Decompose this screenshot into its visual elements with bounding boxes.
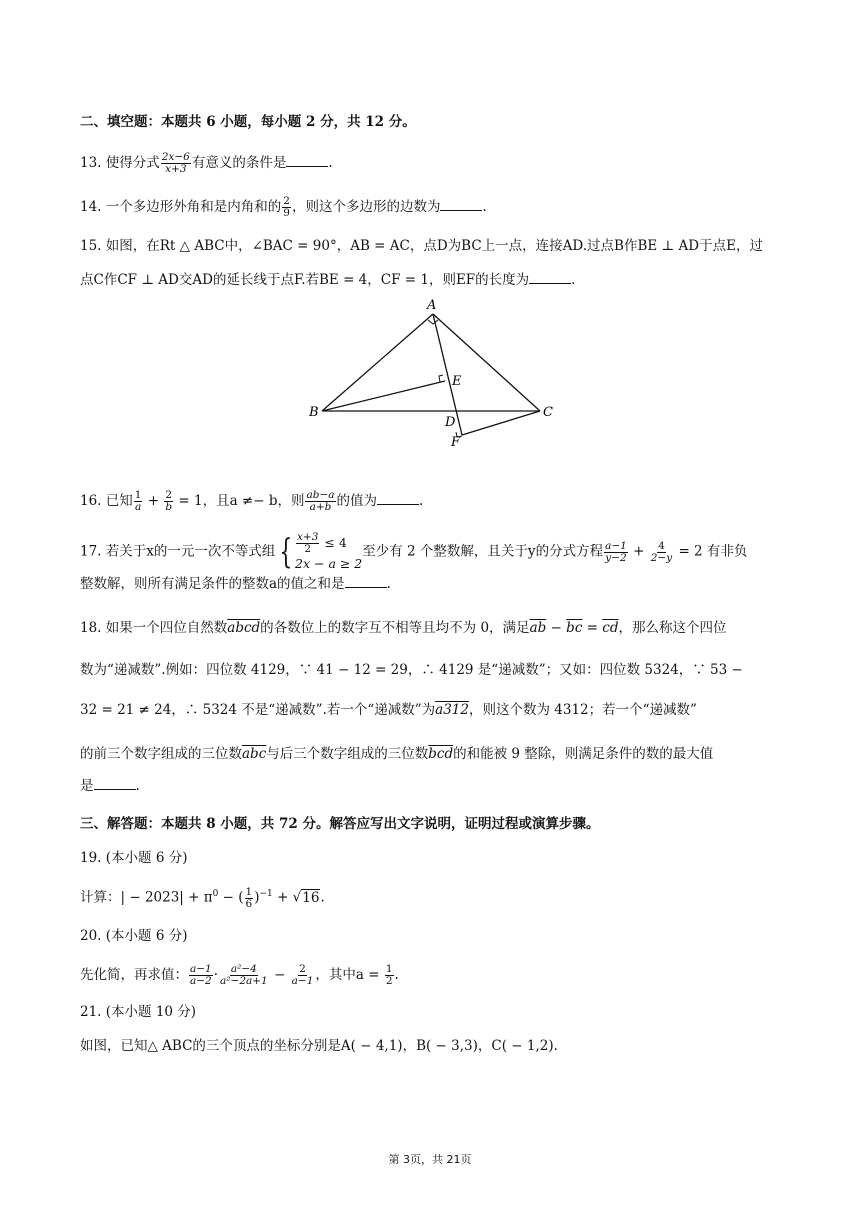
q16-frac-1 xyxy=(134,490,143,513)
q17-mid: 至少有 2 个整数解，且关于y的分式方程 xyxy=(362,543,604,560)
question-20-head: 20. (本小题 6 分) xyxy=(80,928,188,944)
q16-f1-den: a xyxy=(134,501,142,513)
question-15-line-2 xyxy=(80,270,575,290)
q17-plus: + xyxy=(628,543,649,560)
q18-l4c: 的和能被 9 整除，则满足条件的数的最大值 xyxy=(453,746,714,762)
q18-abcd: abcd xyxy=(227,620,261,636)
q17-prefix: 17. 若关于x的一元一次不等式组 xyxy=(80,543,276,560)
q18-l1b: 的各数位上的数字互不相等且均不为 0，满足 xyxy=(260,620,530,636)
q17-row-1 xyxy=(295,532,362,555)
q16-mid: = 1，且a ≠− b，则 xyxy=(174,493,305,509)
q17-f1-num: a−1 xyxy=(605,539,627,552)
q18-ab: $\overline{ab}$ xyxy=(529,620,547,636)
q17-eq: = 2 有非负 xyxy=(674,543,748,560)
q20-b: ，其中a = xyxy=(315,967,384,983)
q18-abc: $\overline{abc}$ xyxy=(242,746,267,762)
q18-l1a: 18. 如果一个四位自然数 xyxy=(80,620,228,636)
question-16 xyxy=(80,490,423,513)
answer-blank xyxy=(377,492,419,505)
answer-blank xyxy=(345,575,387,588)
segment-CF xyxy=(462,411,540,435)
label-D: D xyxy=(445,415,456,430)
segment-AB xyxy=(322,314,433,411)
q17-end: . xyxy=(386,576,391,592)
q18-l3a: 32 = 21 ≠ 24，∴ 5324 不是“递减数”.若一个“递减数”为 xyxy=(80,702,436,718)
q14-fraction xyxy=(282,196,291,219)
q17-row1-rest: ≤ 4 xyxy=(320,535,347,550)
question-18-line-1 xyxy=(80,618,726,638)
q18-l4a: 的前三个数字组成的三位数 xyxy=(80,746,242,762)
question-21-head: 21. (本小题 10 分) xyxy=(80,1004,197,1020)
segment-AC xyxy=(433,314,540,411)
q19-sup-neg1: −1 xyxy=(259,889,273,899)
section-3-title: 三、解答题：本题共 8 小题，共 72 分。解答应写出文字说明，证明过程或演算步骤。 xyxy=(80,816,600,832)
q20-f2-den: a²−2a+1 xyxy=(220,975,268,987)
q20-f3-den: a−1 xyxy=(291,975,314,987)
q19-sqrt-16: 16 xyxy=(302,889,320,906)
answer-blank xyxy=(529,271,571,284)
answer-blank xyxy=(94,777,136,790)
q17-f1-den: y−2 xyxy=(605,551,627,564)
q14-suffix: ，则这个多边形的边数为 xyxy=(291,199,441,215)
section-2-title: 二、填空题：本题共 6 小题，每小题 2 分，共 12 分。 xyxy=(80,114,416,130)
q18-end: . xyxy=(135,778,140,794)
q14-prefix: 14. 一个多边形外角和是内角和的 xyxy=(80,199,282,215)
q20-a: 先化简，再求值： xyxy=(80,967,188,983)
question-18-line-4 xyxy=(80,744,713,764)
q18-eq: = xyxy=(582,620,603,636)
q16-plus: + xyxy=(143,493,164,509)
question-18-line-5 xyxy=(80,776,140,796)
q19-c: ) xyxy=(254,889,260,906)
question-19-head: 19. (本小题 6 分) xyxy=(80,850,188,866)
q20-f4-num: 1 xyxy=(385,963,393,975)
label-E: E xyxy=(452,374,462,389)
q17-frac-1 xyxy=(604,541,628,564)
q19-frac-den: 6 xyxy=(245,897,253,910)
q16-frac-2 xyxy=(164,490,173,513)
question-15-line-1: 15. 如图，在Rt △ ABC中，∠BAC = 90°，AB = AC，点D为BC上一点，连接AD.过点B作BE ⊥ AD于点E，过 xyxy=(80,238,763,254)
triangle-figure xyxy=(300,294,570,454)
question-19-expression xyxy=(80,884,325,910)
q13-fraction xyxy=(161,152,191,175)
question-21-text: 如图，已知△ ABC的三个顶点的坐标分别是A( − 4,1)，B( − 3,3)，C( − 1,2). xyxy=(80,1038,558,1054)
question-18-line-2: 数为“递减数”.例如：四位数 4129，∵ 41 − 12 = 29，∴ 4129 是“递减数”；又如：四位数 5324，∵ 53 − xyxy=(80,662,743,678)
q17-f2-num: 4 xyxy=(658,539,665,552)
q20-frac-4 xyxy=(385,964,394,987)
question-17-line-2 xyxy=(80,574,391,594)
q17-f2-den: 2−y xyxy=(650,551,673,564)
q15-end: . xyxy=(571,272,576,288)
q20-frac-2 xyxy=(219,964,269,987)
q13-end: . xyxy=(328,155,333,171)
q19-e: . xyxy=(320,889,325,906)
label-A: A xyxy=(427,298,437,313)
q13-prefix: 13. 使得分式 xyxy=(80,155,160,171)
q16-f2-num: 2 xyxy=(165,489,173,501)
q16-f1-num: 1 xyxy=(134,489,142,501)
q19-b: − ( xyxy=(218,889,244,906)
q19-frac xyxy=(245,887,254,910)
q16-prefix: 16. 已知 xyxy=(80,493,133,509)
q17-row1-den: 2 xyxy=(304,543,312,555)
q20-c: . xyxy=(394,967,399,983)
brace-symbol: { xyxy=(279,532,293,572)
q16-end: . xyxy=(419,493,424,509)
q18-l5a: 是 xyxy=(80,778,94,794)
q16-f3-den: a+b xyxy=(309,501,332,513)
question-18-line-3 xyxy=(80,700,697,720)
q13-suffix: 有意义的条件是 xyxy=(191,155,287,171)
q17-row1-num: x+3 xyxy=(297,531,319,543)
label-C: C xyxy=(543,405,553,420)
q18-bcd: $\overline{bcd}$ xyxy=(428,746,454,762)
q20-minus: − xyxy=(269,967,290,983)
q18-l1c: ，那么称这个四位 xyxy=(618,620,727,636)
question-14 xyxy=(80,196,487,219)
q20-frac-1 xyxy=(189,964,213,987)
q15-line2-text: 点C作CF ⊥ AD交AD的延长线于点F.若BE = 4，CF = 1，则EF的长度为 xyxy=(80,272,530,288)
label-B: B xyxy=(309,405,319,420)
q19-d: + √ xyxy=(272,889,302,906)
q16-suffix: 的值为 xyxy=(336,493,378,509)
q20-f1-num: a−1 xyxy=(190,963,212,975)
q19-sup-0: 0 xyxy=(212,889,219,899)
q17-frac-2 xyxy=(650,541,673,564)
q18-cd: $\overline{cd}$ xyxy=(602,620,619,636)
segment-BE xyxy=(322,381,445,411)
q20-frac-3 xyxy=(291,964,315,987)
q18-a312: a312 xyxy=(435,702,469,718)
q16-frac-3 xyxy=(305,490,335,513)
q17-row-2: 2x − a ≥ 2 xyxy=(295,556,363,571)
q20-f3-num: 2 xyxy=(299,963,306,975)
q19-a: 计算：| − 2023| + π xyxy=(80,889,213,906)
q13-frac-num: 2x−6 xyxy=(161,151,190,163)
q16-f3-num: ab−a xyxy=(306,489,335,501)
question-13 xyxy=(80,152,333,175)
q19-frac-num: 1 xyxy=(245,885,253,898)
question-20-expression xyxy=(80,964,399,987)
q18-bc: $\overline{bc}$ xyxy=(566,620,583,636)
label-F: F xyxy=(451,435,461,450)
q20-f4-den: 2 xyxy=(385,975,393,987)
q16-f2-den: b xyxy=(165,501,173,513)
q20-dot: · xyxy=(213,967,219,983)
q13-frac-den: x+3 xyxy=(165,163,187,175)
q18-minus: − xyxy=(546,620,567,636)
q20-f1-den: a−2 xyxy=(190,975,212,987)
right-angle-mark-A xyxy=(428,320,438,324)
q18-l4b: 与后三个数字组成的三位数 xyxy=(266,746,429,762)
q20-f2-num: a²−4 xyxy=(230,963,257,975)
page-footer: 第 3页，共 21页 xyxy=(388,1153,472,1166)
answer-blank xyxy=(286,154,328,167)
q14-frac-den: 9 xyxy=(283,207,290,219)
question-17-line-1 xyxy=(80,532,747,572)
q14-end: . xyxy=(482,199,487,215)
q17-line2-text: 整数解，则所有满足条件的整数a的值之和是 xyxy=(80,576,345,592)
inequality-system xyxy=(275,532,362,572)
answer-blank xyxy=(440,198,482,211)
right-angle-mark-E xyxy=(439,375,443,382)
q18-l3b: ，则这个数为 4312；若一个“递减数” xyxy=(469,702,697,718)
q14-frac-num: 2 xyxy=(283,195,290,207)
